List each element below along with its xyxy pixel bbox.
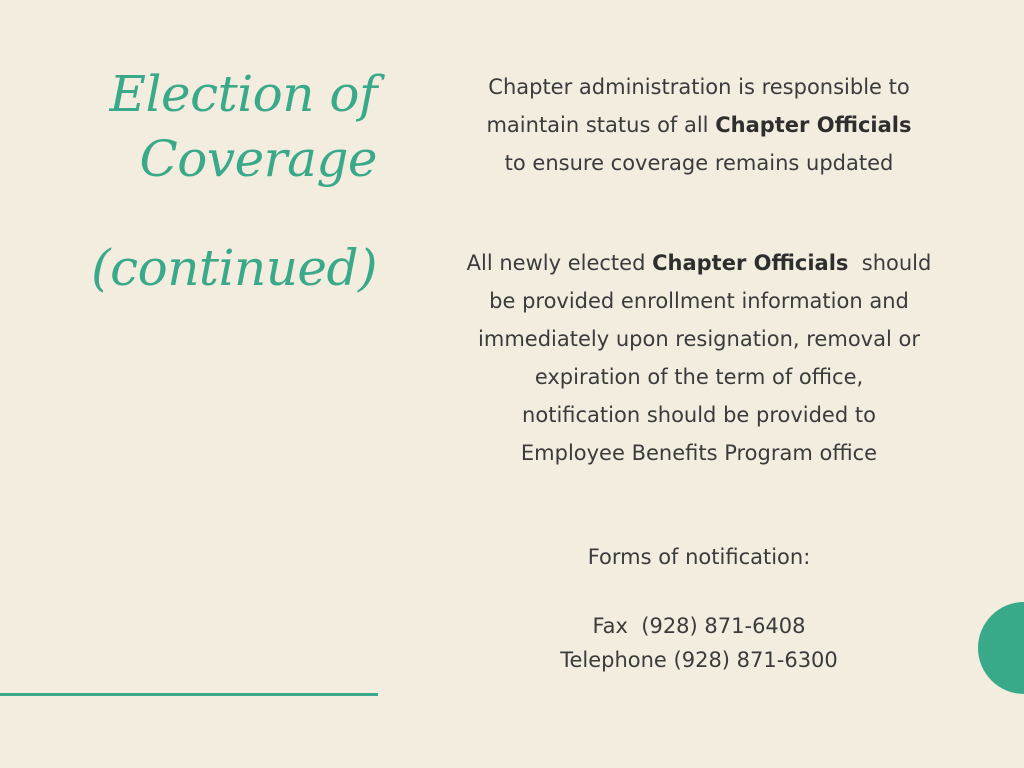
paragraph1-line1: Chapter administration is responsible to [488,75,910,99]
paragraph2-line1-post: should [848,251,932,275]
paragraph1-line2 [440,106,958,144]
paragraph-coverage-status [440,68,958,182]
telephone-number: Telephone (928) 871-6300 [560,648,838,672]
forms-heading: Forms of notification: [587,545,811,569]
accent-divider [0,693,378,696]
title-line-1: Election of [109,65,377,123]
paragraph2-line5: notification should be provided to [522,403,876,427]
chapter-officials-emphasis-2: Chapter Officials [652,251,849,275]
paragraph2-line3: immediately upon resignation, removal or [478,327,920,351]
slide-subtitle: (continued) [91,239,377,297]
paragraph2-line4: expiration of the term of office, [534,365,864,389]
fax-number: Fax (928) 871-6408 [592,614,806,638]
chapter-officials-emphasis: Chapter Officials [715,113,912,137]
paragraph1-line3: to ensure coverage remains updated [504,151,894,175]
title-line-2: Coverage [139,130,377,188]
paragraph1-line2-text: maintain status of all [486,113,716,137]
paragraph2-line1-pre: All newly elected [466,251,653,275]
paragraph-new-officials [440,244,958,472]
slide-title [40,62,377,192]
paragraph2-line1 [440,244,958,282]
contact-list [440,609,958,677]
paragraph2-line6: Employee Benefits Program office [520,441,878,465]
paragraph2-line2: be provided enrollment information and [489,289,909,313]
accent-circle-decoration [978,602,1024,694]
